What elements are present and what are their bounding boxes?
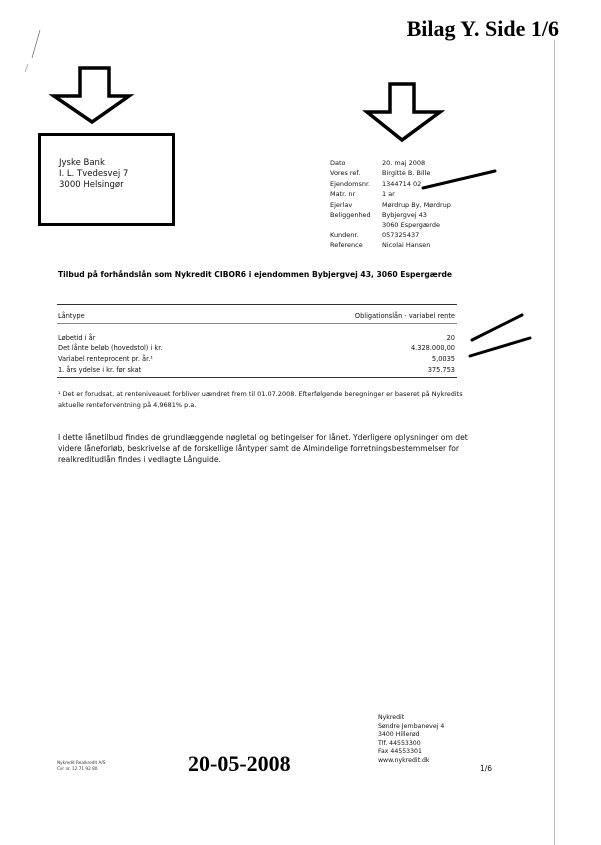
arrow-down-right-icon [367, 84, 440, 140]
meta-value: 20. maj 2008 [382, 159, 426, 167]
table-row-value: 5,0035 [431, 355, 455, 363]
meta-value: 3060 Espergærde [382, 221, 440, 229]
meta-label: Dato [330, 159, 346, 167]
contact-line: Søndre Jernbanevej 4 [378, 722, 445, 730]
scan-mark [32, 30, 40, 58]
meta-label: Beliggenhed [330, 211, 371, 219]
table-row-label: Det lånte beløb (hovedstol) i kr. [58, 344, 163, 352]
meta-value: Nicolai Hansen [382, 241, 431, 249]
table-row-value: 20 [446, 334, 455, 342]
contact-line: Nykredit [378, 714, 405, 721]
interest-footnote: ¹ Det er forudsat, at renteniveauet forbliver uændret frem til 01.07.2008. Efterfølgende beregninger er baseret på Nykredits aktuelle renteforventning på 4,9681% p.a. [58, 390, 463, 409]
table-row-value: 375.753 [427, 366, 455, 374]
meta-label: Vores ref. [330, 169, 361, 177]
recipient-line: 3000 Helsingør [59, 180, 124, 190]
legal-footer [57, 760, 105, 772]
table-row-label: Løbetid i år [58, 334, 96, 342]
meta-label: Reference [330, 241, 363, 249]
recipient-address-box [38, 133, 175, 226]
meta-value: Birgitte B. Bille [382, 169, 431, 177]
recipient-line: Jyske Bank [59, 158, 105, 168]
table-header-value: Obligationslån - variabel rente [354, 312, 455, 320]
meta-value: Mørdrup By, Mørdrup [382, 201, 451, 209]
meta-label: Matr. nr [330, 190, 356, 198]
contact-line: Fax 44553301 [378, 748, 422, 756]
table-bottom-rule [57, 377, 457, 378]
attachment-title: Bilag Y. Side 1/6 [406, 16, 559, 41]
offer-description: I dette lånetilbud findes de grundlæggende nøgletal og betingelser for lånet. Yderligere oplysninger om det videre låneforløb, beskrivelse af de forskellige låntyper samt de Almindelige forretningsbestemmelser for realkreditudlån findes i vedlagte Långuide. [58, 433, 468, 464]
table-top-rule [57, 304, 457, 305]
table-header-label: Låntype [58, 312, 85, 320]
annotation-stroke-table-1 [472, 315, 522, 340]
table-row-label: 1. års ydelse i kr. før skat [58, 366, 142, 374]
meta-value: 1 ar [382, 190, 395, 198]
scan-mark [25, 64, 28, 72]
meta-value: 057325437 [382, 231, 420, 239]
contact-line: www.nykredit.dk [378, 756, 430, 764]
annotation-stroke-meta [423, 171, 495, 188]
table-row-value: 4.328.000,00 [410, 344, 455, 352]
arrow-down-left-icon [54, 68, 129, 122]
recipient-line: I. L. Tvedesvej 7 [59, 169, 129, 179]
nykredit-contact [378, 714, 444, 766]
legal-line: Cvr nr. 12 71 92 80 [57, 766, 98, 771]
annotation-stroke-table-2 [470, 338, 530, 356]
offer-title: Tilbud på forhåndslån som Nykredit CIBOR6 i ejendommen Bybjergvej 43, 3060 Espergærde [58, 270, 453, 279]
contact-line: 3400 Hillerød [378, 731, 420, 739]
meta-value: Bybjergvej 43 [382, 211, 427, 219]
handwritten-date: 20-05-2008 [188, 751, 291, 776]
legal-line: Nykredit Realkredit A/S [57, 760, 106, 765]
meta-label: Ejerlav [330, 201, 353, 209]
table-header-rule [57, 323, 457, 324]
meta-label: Ejendomsnr. [330, 180, 371, 188]
page-number: 1/6 [480, 764, 493, 773]
table-row-label: Variabel renteprocent pr. år.¹ [58, 355, 153, 363]
meta-value: 1344714 02 [382, 180, 422, 188]
contact-line: Tlf. 44553300 [378, 739, 421, 747]
meta-label: Kundenr. [330, 231, 359, 239]
